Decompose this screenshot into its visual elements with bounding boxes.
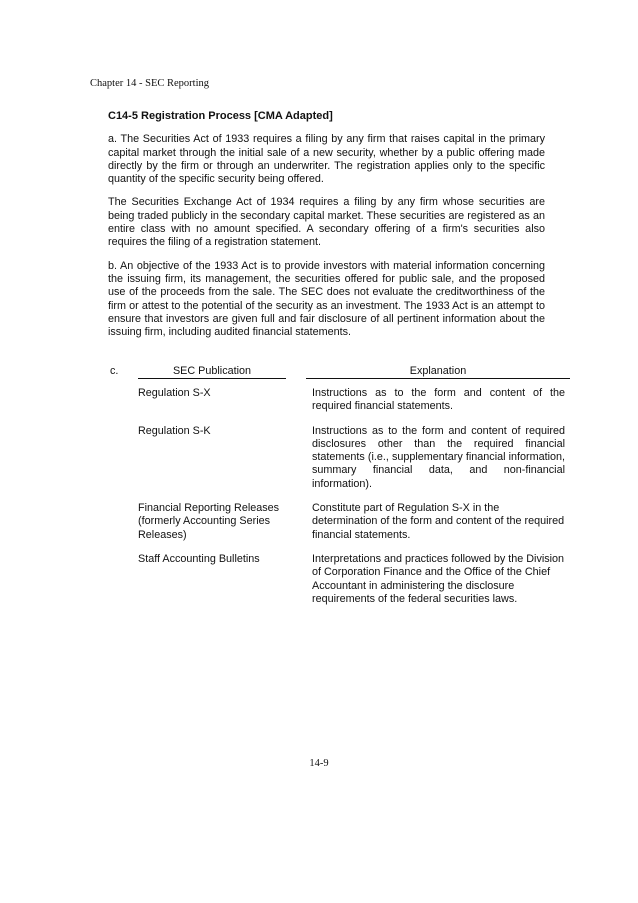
explanation-cell: Instructions as to the form and content of the required financial statements. (312, 387, 565, 413)
publication-cell: Regulation S-K (138, 424, 211, 437)
paragraph-objective: b. An objective of the 1933 Act is to provide investors with material information concerning the issuing firm, its management, the securities offered for public sale, and the proposed use of the proceeds from the sale. The SEC does not evaluate the creditworthiness of the firm or attest to the potential of the security as an investment. The 1933 Act is an attempt to ensure that investors are given full and fair disclosure of all pertinent information about the issuing firm, including audited financial statements. (108, 259, 545, 339)
sec-publications-table (108, 365, 570, 617)
paragraph-1934-act: The Securities Exchange Act of 1934 requires a filing by any firm whose securities are being traded publicly in the secondary capital market. These securities are registered as an entire class with no amount specified. A secondary offering of a firm's securities also requires the filing of a registration statement. (108, 196, 545, 249)
explanation-cell: Constitute part of Regulation S-X in the determination of the form and content of the required financial statements. (312, 502, 565, 541)
chapter-header: Chapter 14 - SEC Reporting (90, 78, 209, 89)
column-header-explanation: Explanation (306, 365, 570, 379)
paragraph-1933-act: a. The Securities Act of 1933 requires a filing by any firm that raises capital in the primary capital market through the initial sale of a new security, whether by a public offering made directly by the firm or through an underwriter. The registration applies only to the specific quantity of the specific security being offered. (108, 133, 545, 186)
section-content (108, 110, 545, 349)
publication-cell: Financial Reporting Releases (formerly Accounting Series Releases) (138, 502, 280, 541)
explanation-cell: Interpretations and practices followed by the Division of Corporation Finance and the Office of the Chief Accountant in administering the disclosure requirements of the federal securities laws. (312, 552, 565, 605)
column-header-publication: SEC Publication (138, 365, 286, 379)
publication-cell: Regulation S-X (138, 387, 211, 399)
section-heading: C14-5 Registration Process [CMA Adapted] (108, 110, 333, 122)
table-row (108, 387, 570, 414)
table-row (108, 553, 570, 606)
explanation-cell: Instructions as to the form and content of required disclosures other than the required financial statements (i.e., supplementary financial information, summary financial data, and non-financial information). (312, 424, 565, 490)
part-label: c. (110, 365, 119, 377)
table-header (108, 365, 570, 379)
publication-cell: Staff Accounting Bulletins (138, 552, 260, 565)
page-number: 14-9 (309, 758, 329, 769)
table-row (108, 425, 570, 491)
table-row (108, 502, 570, 542)
